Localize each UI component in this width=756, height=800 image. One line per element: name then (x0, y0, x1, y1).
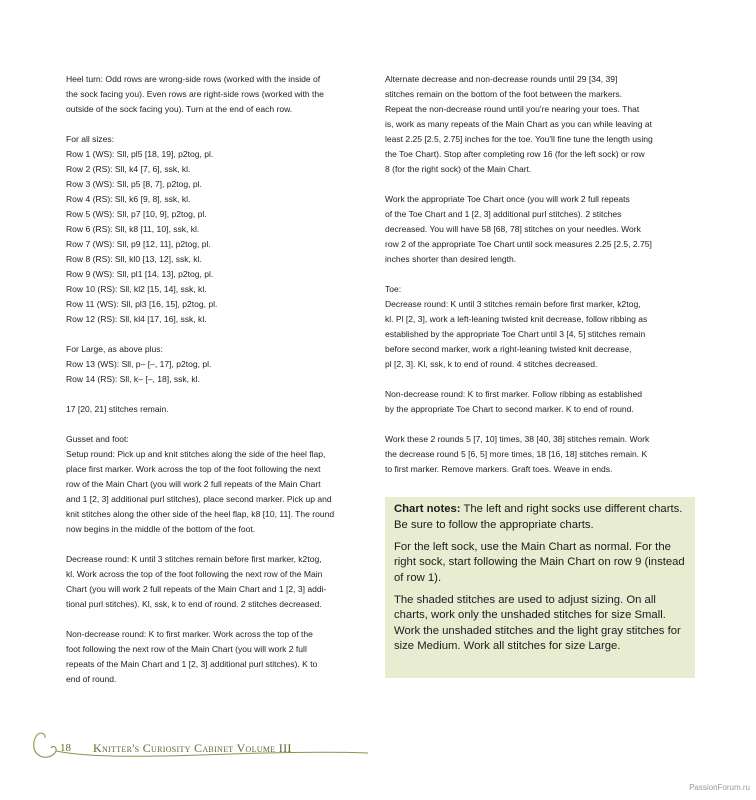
heel-row: Row 4 (RS): Sll, k6 [9, 8], ssk, kl. (66, 194, 191, 204)
heel-row: Row 9 (WS): Sll, pl1 [14, 13], p2tog, pl. (66, 269, 214, 279)
heel-row: Row 3 (WS): Sll, p5 [8, 7], p2tog, pl. (66, 179, 202, 189)
heel-row: Row 8 (RS): Sll, kl0 [13, 12], ssk, kl. (66, 254, 202, 264)
chart-notes-label: Chart notes: (394, 503, 461, 515)
watermark: PassionForum.ru (689, 783, 750, 792)
chart-notes-box (385, 497, 695, 678)
heel-row: Row 6 (RS): Sll, k8 [11, 10], ssk, kl. (66, 224, 200, 234)
for-large-heading: For Large, as above plus: (66, 344, 163, 354)
heel-row: Row 7 (WS): Sll, p9 [12, 11], p2tog, pl. (66, 239, 211, 249)
gusset-heading: Gusset and foot: (66, 434, 129, 444)
heel-row-large: Row 13 (WS): Sll, p– [–, 17], p2tog, pl. (66, 359, 212, 369)
chart-notes-paragraph-2: For the left sock, use the Main Chart as normal. For the right sock, start following the Main Chart on row 9 (instead of row 1). (394, 540, 685, 584)
heel-row: Row 5 (WS): Sll, p7 [10, 9], p2tog, pl. (66, 209, 207, 219)
non-decrease-round-paragraph: Non-decrease round: K to first marker. Work across the top of the foot following the next row of the Main Chart (you will work 2 full repeats of the Main Chart and 1 [2, 3] additional purl stitches). K to end of round. (66, 629, 318, 684)
book-title: Knitter's Curiosity Cabinet Volume III (93, 741, 292, 755)
heel-row: Row 12 (RS): Sll, kl4 [17, 16], ssk, kl. (66, 314, 207, 324)
chart-notes-text-1: The left and right socks use different charts. Be sure to follow the appropriate charts. (394, 503, 683, 531)
toe-heading: Toe: (385, 284, 402, 294)
heel-row: Row 10 (RS): Sll, kl2 [15, 14], ssk, kl. (66, 284, 207, 294)
left-column (66, 72, 370, 687)
setup-round-paragraph: Setup round: Pick up and knit stitches along the side of the heel flap, place first marker. Work across the top of the foot following the next row of the Main Chart (you will work 2 full repeats of the Main Chart and 1 [2, 3] additional purl stitches), place second marker. Pick up and knit stitches along the other side of the heel flap, k8 [10, 11]. The round now begins in the middle of the bottom of the foot. (66, 449, 335, 534)
toe-decrease-round-paragraph: Decrease round: K until 3 stitches remain before first marker, k2tog, kl. Pl [2, 3], work a left-leaning twisted knit decrease, follow ribbing as established by the appropriate Toe Chart until 3 [4, 5] stitches remain before second marker, work a right-leaning twisted knit decrease, pl [2, 3]. Kl, ssk, k to end of round. 4 stitches decreased. (385, 299, 648, 369)
work-rounds-paragraph: Work these 2 rounds 5 [7, 10] times, 38 [40, 38] stitches remain. Work the decrease round 5 [6, 5] more times, 18 [16, 18] stitches remain. K to first marker. Remove markers. Graft toes. Weave in ends. (385, 434, 650, 474)
heel-row: Row 2 (RS): Sll, k4 [7, 6], ssk, kl. (66, 164, 191, 174)
chart-notes-paragraph-3: The shaded stitches are used to adjust sizing. On all charts, work only the unshaded stitches for size Small. Work the unshaded stitches and the light gray stitches for size Medium. Work all stitches for size Large. (394, 593, 681, 652)
page-footer (30, 730, 370, 760)
for-all-sizes-heading: For all sizes: (66, 134, 114, 144)
alternate-rounds-paragraph: Alternate decrease and non-decrease rounds until 29 [34, 39] stitches remain on the bottom of the foot between the markers. Repeat the non-decrease round until you're nearing your toes. That is, work as many repeats of the Main Chart as you can while leaving at least 2.25 [2.5, 2.75] inches for the toe. You'll fine tune the length using the Toe Chart). Stop after completing row 16 (for the left sock) or row 8 (for the right sock) of the Main Chart. (385, 74, 653, 174)
stitches-remain-text: 17 [20, 21] stitches remain. (66, 404, 169, 414)
heel-row-large: Row 14 (RS): Sll, k– [–, 18], ssk, kl. (66, 374, 200, 384)
toe-non-decrease-paragraph: Non-decrease round: K to first marker. Follow ribbing as established by the appropriate Toe Chart to second marker. K to end of round. (385, 389, 643, 414)
page-number: 18 (60, 742, 71, 754)
chart-notes-paragraph-1 (394, 502, 685, 533)
heel-turn-paragraph: Heel turn: Odd rows are wrong-side rows (worked with the inside of the sock facing you). Even rows are right-side rows (worked with the outside of the sock facing you). Turn at the end of each row. (66, 74, 324, 114)
heel-row: Row 1 (WS): Sll, pl5 [18, 19], p2tog, pl. (66, 149, 214, 159)
toe-chart-paragraph: Work the appropriate Toe Chart once (you will work 2 full repeats of the Toe Chart and 1 [2, 3] additional purl stitches). 2 stitches decreased. You will have 58 [68, 78] stitches on your needles. Work row 2 of the appropriate Toe Chart until sock measures 2.25 [2.5, 2.75] inches shorter than desired length. (385, 194, 652, 264)
right-column (385, 72, 695, 477)
decrease-round-paragraph: Decrease round: K until 3 stitches remain before first marker, k2tog, kl. Work across the top of the foot following the next row of the Main Chart (you will work 2 full repeats of the Main Chart and 1 [2, 3] addi- tional purl stitches). Kl, ssk, k to end of round. 2 stitches decreased. (66, 554, 327, 609)
heel-row: Row 11 (WS): Sll, pl3 [16, 15], p2tog, pl. (66, 299, 218, 309)
